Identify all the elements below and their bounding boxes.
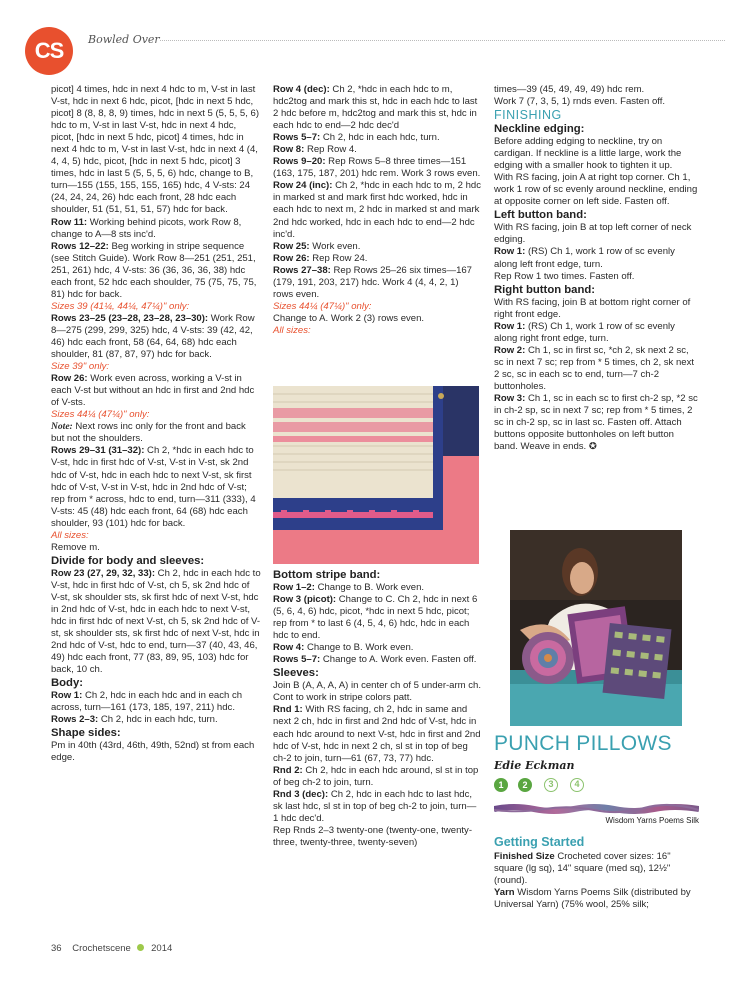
paragraph: With RS facing, join B at bottom right corner of right front edge. bbox=[494, 296, 691, 320]
paragraph: Work 7 (7, 3, 5, 1) rnds even. Fasten off. bbox=[494, 96, 666, 108]
header-divider bbox=[160, 40, 725, 41]
size-note: All sizes: bbox=[51, 529, 89, 541]
section-label: Bowled Over bbox=[88, 33, 160, 46]
size-note: Sizes 44¼ (47¼)" only: bbox=[51, 409, 150, 421]
paragraph: Remove m. bbox=[51, 541, 100, 553]
column-2 bbox=[273, 84, 481, 337]
paragraph: Change to A. Work 2 (3) rows even. bbox=[273, 312, 425, 324]
column-2-lower bbox=[273, 568, 481, 849]
pillows-photo bbox=[510, 530, 682, 726]
paragraph: Pm in 40th (43rd, 46th, 49th, 52nd) st from each edge. bbox=[51, 740, 255, 764]
section-heading: Neckline edging: bbox=[494, 123, 585, 136]
issue-year: 2014 bbox=[151, 943, 173, 954]
paragraph: Rep Rnds 2–3 twenty-one (twenty-one, twenty-three, twenty-three, twenty-seven) bbox=[273, 824, 472, 848]
size-note: Size 39" only: bbox=[51, 361, 110, 373]
column-1 bbox=[51, 84, 261, 764]
size-note: Sizes 44¼ (47¼)" only: bbox=[273, 300, 372, 312]
row-instruction: Row 23 (27, 29, 32, 33): Ch 2, hdc in each hdc to V-st, hdc in first hdc of V-st, ch 5, sk 2nd hdc of V-st, sk shoulder sts, sk first hdc of next V-st, hdc in 2nd hdc of V-st, hdc in each hdc to next V-st, hdc in first hdc of next V-st, ch 5, sk 2nd hdc of V-st, sk shoulder sts, sk first hdc of next V-st, hdc in 2nd hdc of V-st, hdc to end, turn—37 (40, 43, 46, 49) hdc each front, 77 (83, 89, 95, 103) hdc for back, 10 ch. bbox=[51, 567, 261, 676]
finished-size: Finished Size Crocheted cover sizes: 16" square (lg sq), 14" square (med sq), 12½" (round). bbox=[494, 851, 671, 887]
paragraph: Rep Row 1 two times. Fasten off. bbox=[494, 270, 635, 282]
footer-dot bbox=[137, 944, 144, 951]
yarn-caption: Wisdom Yarns Poems Silk bbox=[605, 816, 699, 825]
row-instruction: Rnd 1: With RS facing, ch 2, hdc in same and next 2 ch, hdc in first and 2nd hdc of V-st, hdc in each hdc around to next V-st, hdc in first and 2nd hdc of V-st, hdc in next 2 ch, sl st in top of beg ch-2 to join, turn—61 (67, 73, 77) hdc. bbox=[273, 704, 481, 764]
sweater-detail-photo bbox=[273, 386, 479, 564]
pattern-title: PUNCH PILLOWS bbox=[494, 732, 672, 755]
size-note: Sizes 39 (41¼, 44¼, 47¼)" only: bbox=[51, 300, 190, 312]
section-heading: Bottom stripe band: bbox=[273, 569, 381, 581]
section-heading: Sleeves: bbox=[273, 667, 319, 680]
row-instruction: Row 1: (RS) Ch 1, work 1 row of sc evenly along left front edge, turn. bbox=[494, 246, 675, 270]
row-instruction: Row 1: Ch 2, hdc in each hdc and in each ch across, turn—161 (173, 185, 197, 211) hdc. bbox=[51, 690, 243, 714]
row-instruction: Row 4: Change to B. Work even. bbox=[273, 642, 414, 654]
row-instruction: Row 11: Working behind picots, work Row 8, change to A—8 sts inc'd. bbox=[51, 216, 242, 240]
row-instruction: Rows 2–3: Ch 2, hdc in each hdc, turn. bbox=[51, 714, 218, 726]
section-heading: Divide for body and sleeves: bbox=[51, 554, 205, 567]
row-instruction: Row 26: Rep Row 24. bbox=[273, 252, 368, 264]
yarn-info: Yarn Wisdom Yarns Poems Silk (distributed by Universal Yarn) (75% wool, 25% silk; bbox=[494, 887, 691, 911]
note: Note: Next rows inc only for the front and back but not the shoulders. bbox=[51, 421, 246, 445]
column-3 bbox=[494, 84, 700, 453]
row-instruction: Rnd 2: Ch 2, hdc in each hdc around, sl st in top of beg ch-2 to join, turn. bbox=[273, 764, 479, 788]
row-instruction: Rows 29–31 (31–32): Ch 2, *hdc in each hdc to V-st, hdc in first hdc of V-st, V-st in V-st, sk 2nd hdc of V-st, hdc in each hdc to next V-st, sk first hdc of V-st, V-st in V-st, hdc in 2nd hdc of V-st; rep from * across, hdc to end, turn—311 (333), 4 V-sts: 45 (48) hdc each front, 64 (68) hdc each shoulder, 93 (101) hdc for back. bbox=[51, 445, 256, 529]
row-instruction: Row 24 (inc): Ch 2, *hdc in each hdc to m, 2 hdc in marked st and mark first hdc worked, hdc in each hdc to next m, 2 hdc in marked st and mark 2nd hdc worked, hdc in each hdc to end—2 hdc inc'd. bbox=[273, 180, 482, 240]
row-instruction: Row 1–2: Change to B. Work even. bbox=[273, 582, 425, 593]
skill-level-4: 4 bbox=[570, 778, 584, 792]
magazine-logo: CS bbox=[25, 27, 73, 75]
size-note: All sizes: bbox=[273, 324, 311, 336]
finishing-heading: FINISHING bbox=[494, 108, 562, 123]
page-footer bbox=[51, 943, 172, 954]
designer-name: Edie Eckman bbox=[494, 759, 575, 772]
row-instruction: Row 25: Work even. bbox=[273, 240, 361, 252]
row-instruction: Row 3: Ch 1, sc in each sc to first ch-2 sp, *2 sc in ch-2 sp, sc in next 7 sc; rep from * 5 times, 2 sc in ch-2 sp, sc in last sc. Fasten off. Attach buttons opposite buttonholes on left button band. Weave in ends. ✪ bbox=[494, 392, 698, 453]
row-instruction: Rows 27–38: Rep Rows 25–26 six times—167 (179, 191, 203, 217) hdc. Work 4 (4, 4, 2, 1) rows even. bbox=[273, 264, 472, 300]
section-heading: Left button band: bbox=[494, 209, 587, 222]
row-instruction: Row 26: Work even across, working a V-st in each V-st but without an hdc in first and 2nd hdc of V-sts. bbox=[51, 373, 255, 409]
row-instruction: Row 4 (dec): Ch 2, *hdc in each hdc to m, hdc2tog and mark this st, hdc in each hdc to last 2 hdc before m, hdc2tog and mark this st, hdc in each hdc to end—2 hdc dec'd bbox=[273, 84, 478, 132]
section-heading: Shape sides: bbox=[51, 727, 121, 740]
paragraph: With RS facing, join A at right top corner. Ch 1, work 1 row of sc evenly around neckline, ending at opposite corner on left side. Fasten off. bbox=[494, 172, 698, 208]
row-instruction: Rnd 3 (dec): Ch 2, hdc in each hdc to last hdc, sk last hdc, sl st in top of beg ch-2 to join, turn—1 hdc dec'd. bbox=[273, 788, 477, 824]
section-heading: Body: bbox=[51, 677, 84, 690]
skill-level-1: 1 bbox=[494, 778, 508, 792]
magazine-name: Crochetscene bbox=[72, 943, 131, 954]
end-mark-icon: ✪ bbox=[588, 441, 597, 453]
paragraph: times—39 (45, 49, 49, 49) hdc rem. bbox=[494, 84, 645, 95]
paragraph: Before adding edging to neckline, try on cardigan. If neckline is a little large, work the edging with a smaller hook to tighten it up. bbox=[494, 136, 682, 172]
page-number: 36 bbox=[51, 943, 62, 954]
row-instruction: Rows 5–7: Change to A. Work even. Fasten off. bbox=[273, 654, 477, 666]
section-heading: Right button band: bbox=[494, 283, 596, 296]
skill-level-2: 2 bbox=[518, 778, 532, 792]
paragraph: picot] 4 times, hdc in next 4 hdc to m, V-st in last V-st, hdc in next 6 hdc, picot, [hdc in next 5 hdc, picot] 8 (8, 8, 8, 9) times, hdc in next 5 (5, 5, 5, 6) hdc to m, V-st in last V-st, hdc in next 4 hdc, picot, [hdc in next 5 hdc, picot] 4 times, hdc in next 4 hdc to m, V-st in last V-st, hdc in next 4 (4, 4, 4, 5) hdc, picot, [hdc in next 5 hdc, picot] 3 times, hdc in last 5 (5, 5, 5, 6) hdc, change to B, turn—155 (155, 155, 155, 165) hdc, 4 V-sts: 24 (24, 24, 24, 26) hdc each front, 28 hdc each shoulder, 51 (51, 51, 51, 57) hdc for back. bbox=[51, 84, 260, 216]
row-instruction: Row 8: Rep Row 4. bbox=[273, 144, 357, 156]
getting-started-body bbox=[494, 851, 702, 911]
paragraph: Join B (A, A, A, A) in center ch of 5 under-arm ch. Cont to work in stripe colors patt. bbox=[273, 680, 482, 704]
yarn-swatch bbox=[494, 803, 699, 815]
getting-started-heading: Getting Started bbox=[494, 835, 585, 849]
row-instruction: Rows 12–22: Beg working in stripe sequence (see Stitch Guide). Work Row 8—251 (251, 251, 251, 261) hdc, 4 V-sts: 36 (36, 36, 36, 38) hdc each front, 52 hdc each shoulder, 75 (75, 75, 75, 81) hdc for back. bbox=[51, 240, 257, 300]
row-instruction: Rows 23–25 (23–28, 23–28, 23–30): Work Row 8—275 (299, 299, 325) hdc, 4 V-sts: 39 (42, 42, 46) hdc each front, 58 (64, 64, 68) hdc each shoulder, 81 (87, 87, 97) hdc for back. bbox=[51, 312, 255, 361]
skill-level-3: 3 bbox=[544, 778, 558, 792]
row-instruction: Rows 5–7: Ch 2, hdc in each hdc, turn. bbox=[273, 132, 440, 144]
row-instruction: Row 1: (RS) Ch 1, work 1 row of sc evenly along right front edge, turn. bbox=[494, 320, 675, 344]
row-instruction: Row 3 (picot): Change to C. Ch 2, hdc in next 6 (5, 6, 4, 6) hdc, picot, *hdc in next 5 hdc, picot; rep from * to last 6 (4, 5, 4, 6) hdc, hdc in each hdc to end. bbox=[273, 594, 478, 642]
row-instruction: Rows 9–20: Rep Rows 5–8 three times—151 (163, 175, 187, 201) hdc rem. Work 3 rows even. bbox=[273, 156, 481, 180]
row-instruction: Row 2: Ch 1, sc in first sc, *ch 2, sk next 2 sc, sc in next 7 sc; rep from * 5 times, ch 2, sk next 2 sc, sc in each sc to end, turn—7 ch-2 buttonholes. bbox=[494, 344, 695, 392]
paragraph: With RS facing, join B at top left corner of neck edging. bbox=[494, 222, 692, 246]
